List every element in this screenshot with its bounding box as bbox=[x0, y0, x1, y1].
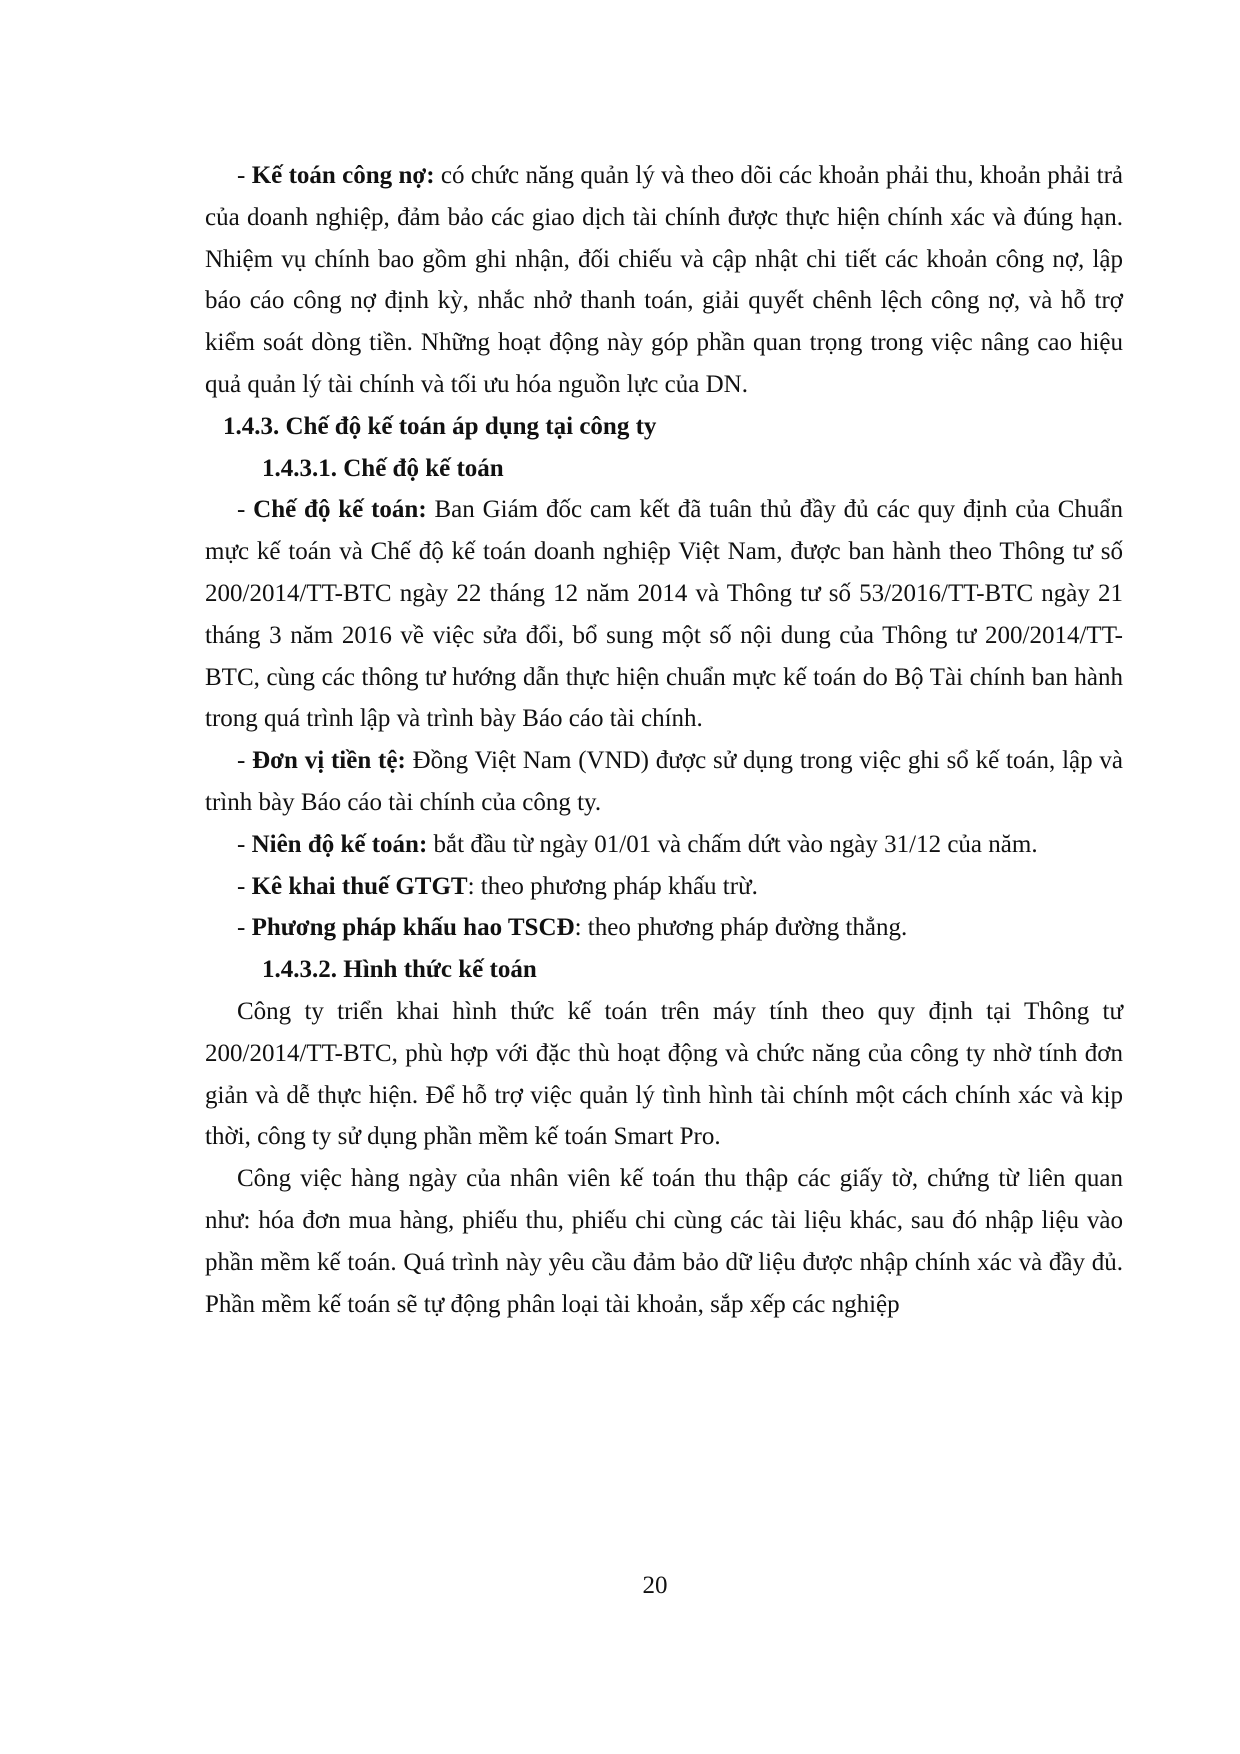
term-ke-khai-thue-gtgt: Kê khai thuế GTGT bbox=[251, 872, 468, 900]
subsection-heading-1-4-3-2: 1.4.3.2. Hình thức kế toán bbox=[262, 956, 537, 984]
bullet-dash: - bbox=[237, 747, 253, 775]
term-che-do-ke-toan: Chế độ kế toán: bbox=[253, 496, 427, 524]
bullet-dash: - bbox=[237, 162, 252, 189]
bullet-dash: - bbox=[237, 496, 254, 524]
paragraph-text: bắt đầu từ ngày 01/01 và chấm dứt vào ngày 31/12 của năm. bbox=[427, 830, 1038, 858]
bullet-dash: - bbox=[237, 872, 252, 900]
paragraph-ke-toan-cong-no bbox=[205, 155, 1123, 406]
term-ke-toan-cong-no: Kế toán công nợ: bbox=[251, 162, 435, 189]
paragraph-text: có chức năng quản lý và theo dõi các khoản phải thu, khoản phải trả của doanh nghiệp, đảm bảo các giao dịch tài chính được thực hiện chính xác và đúng hạn. Nhiệm vụ chính bao gồm ghi nhận, đối chiếu và cập nhật chi tiết các khoản công nợ, lập báo cáo công nợ định kỳ, nhắc nhở thanh toán, giải quyết chênh lệch công nợ, và hỗ trợ kiểm soát dòng tiền. Những hoạt động này góp phần quan trọng trong việc nâng cao hiệu quả quản lý tài chính và tối ưu hóa nguồn lực của DN. bbox=[205, 162, 1123, 398]
paragraph-che-do-ke-toan bbox=[205, 489, 1123, 740]
section-heading-1-4-3: 1.4.3. Chế độ kế toán áp dụng tại công ty bbox=[223, 412, 657, 440]
paragraph-don-vi-tien-te bbox=[205, 740, 1123, 824]
page-number: 20 bbox=[642, 1572, 668, 1599]
paragraph-text: Ban Giám đốc cam kết đã tuân thủ đầy đủ các quy định của Chuẩn mực kế toán và Chế độ kế toán doanh nghiệp Việt Nam, được ban hành theo Thông tư số 200/2014/TT-BTC ngày 22 tháng 12 năm 2014 và Thông tư số 53/2016/TT-BTC ngày 21 tháng 3 năm 2016 về việc sửa đổi, bổ sung một số nội dung của Thông tư 200/2014/TT-BTC, cùng các thông tư hướng dẫn thực hiện chuẩn mực kế toán do Bộ Tài chính ban hành trong quá trình lập và trình bày Báo cáo tài chính. bbox=[205, 496, 1124, 733]
paragraph-text: Đồng Việt Nam (VND) được sử dụng trong việc ghi sổ kế toán, lập và trình bày Báo cáo tài chính của công ty. bbox=[205, 747, 1124, 816]
paragraph-text: : theo phương pháp khấu trừ. bbox=[467, 872, 758, 900]
paragraph-text: : theo phương pháp đường thẳng. bbox=[574, 914, 908, 942]
paragraph-hinh-thuc-ke-toan-1: Công ty triển khai hình thức kế toán trên máy tính theo quy định tại Thông tư 200/2014/TT-BTC, phù hợp với đặc thù hoạt động và chức năng của công ty nhờ tính đơn giản và dễ thực hiện. Để hỗ trợ việc quản lý tình hình tài chính một cách chính xác và kịp thời, công ty sử dụng phần mềm kế toán Smart Pro. bbox=[205, 997, 1123, 1151]
paragraph-ke-khai-thue bbox=[205, 866, 1123, 908]
term-don-vi-tien-te: Đơn vị tiền tệ: bbox=[252, 747, 406, 775]
paragraph-hinh-thuc-ke-toan-2: Công việc hàng ngày của nhân viên kế toán thu thập các giấy tờ, chứng từ liên quan như: hóa đơn mua hàng, phiếu thu, phiếu chi cùng các tài liệu khác, sau đó nhập liệu vào phần mềm kế toán. Quá trình này yêu cầu đảm bảo dữ liệu được nhập chính xác và đầy đủ. Phần mềm kế toán sẽ tự động phân loại tài khoản, sắp xếp các nghiệp bbox=[205, 1165, 1123, 1318]
document-page bbox=[205, 155, 1123, 1325]
bullet-dash: - bbox=[237, 914, 252, 942]
paragraph-nien-do-ke-toan bbox=[205, 824, 1123, 866]
subsection-heading-1-4-3-1: 1.4.3.1. Chế độ kế toán bbox=[262, 454, 504, 482]
term-nien-do-ke-toan: Niên độ kế toán: bbox=[251, 830, 428, 858]
paragraph-khau-hao-tscd bbox=[205, 907, 1123, 949]
term-phuong-phap-khau-hao: Phương pháp khấu hao TSCĐ bbox=[251, 914, 575, 942]
bullet-dash: - bbox=[237, 830, 252, 858]
